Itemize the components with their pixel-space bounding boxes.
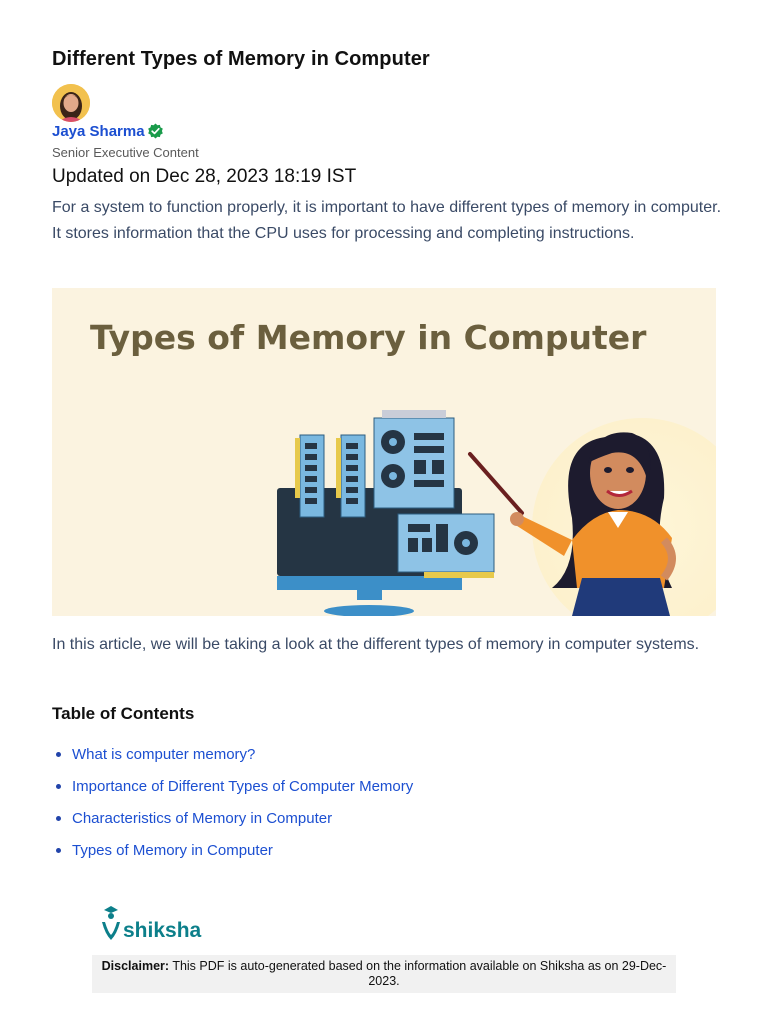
toc-link-importance[interactable]: Importance of Different Types of Computer Memory [72,777,414,795]
toc-link-what-is-memory[interactable]: What is computer memory? [72,745,256,763]
bullet-icon [56,816,61,821]
graduate-icon [100,904,122,942]
disclaimer-text: This PDF is auto-generated based on the information available on Shiksha as on 29-Dec-2023. [172,959,667,988]
bullet-icon [56,848,61,853]
disclaimer-box [92,955,676,993]
bullet-icon [56,784,61,789]
disclaimer-label: Disclaimer: [101,959,170,973]
toc-item [52,834,413,866]
toc-list [52,738,413,866]
author-role: Senior Executive Content [52,145,199,160]
bullet-icon [56,752,61,757]
article-intro: In this article, we will be taking a look at the different types of memory in computer systems. [52,636,700,653]
page-title: Different Types of Memory in Computer [52,48,430,70]
shiksha-logo[interactable] [100,904,201,942]
author-info [52,123,164,140]
toc-link-characteristics[interactable]: Characteristics of Memory in Computer [72,809,333,827]
logo-text: shiksha [123,919,202,942]
toc-heading: Table of Contents [52,704,195,723]
hero-title: Types of Memory in Computer [90,318,647,357]
intro-paragraph: For a system to function properly, it is important to have different types of memory in computer. It stores information that the CPU uses for processing and completing instructions. [52,199,722,242]
toc-item [52,802,413,834]
toc-item [52,738,413,770]
updated-timestamp: Updated on Dec 28, 2023 18:19 IST [52,166,357,187]
toc-item [52,770,413,802]
author-avatar[interactable] [52,84,90,122]
author-name[interactable]: Jaya Sharma [52,123,145,140]
verified-badge-icon [147,123,164,140]
toc-link-types[interactable]: Types of Memory in Computer [72,841,273,859]
hero-image [52,288,716,616]
